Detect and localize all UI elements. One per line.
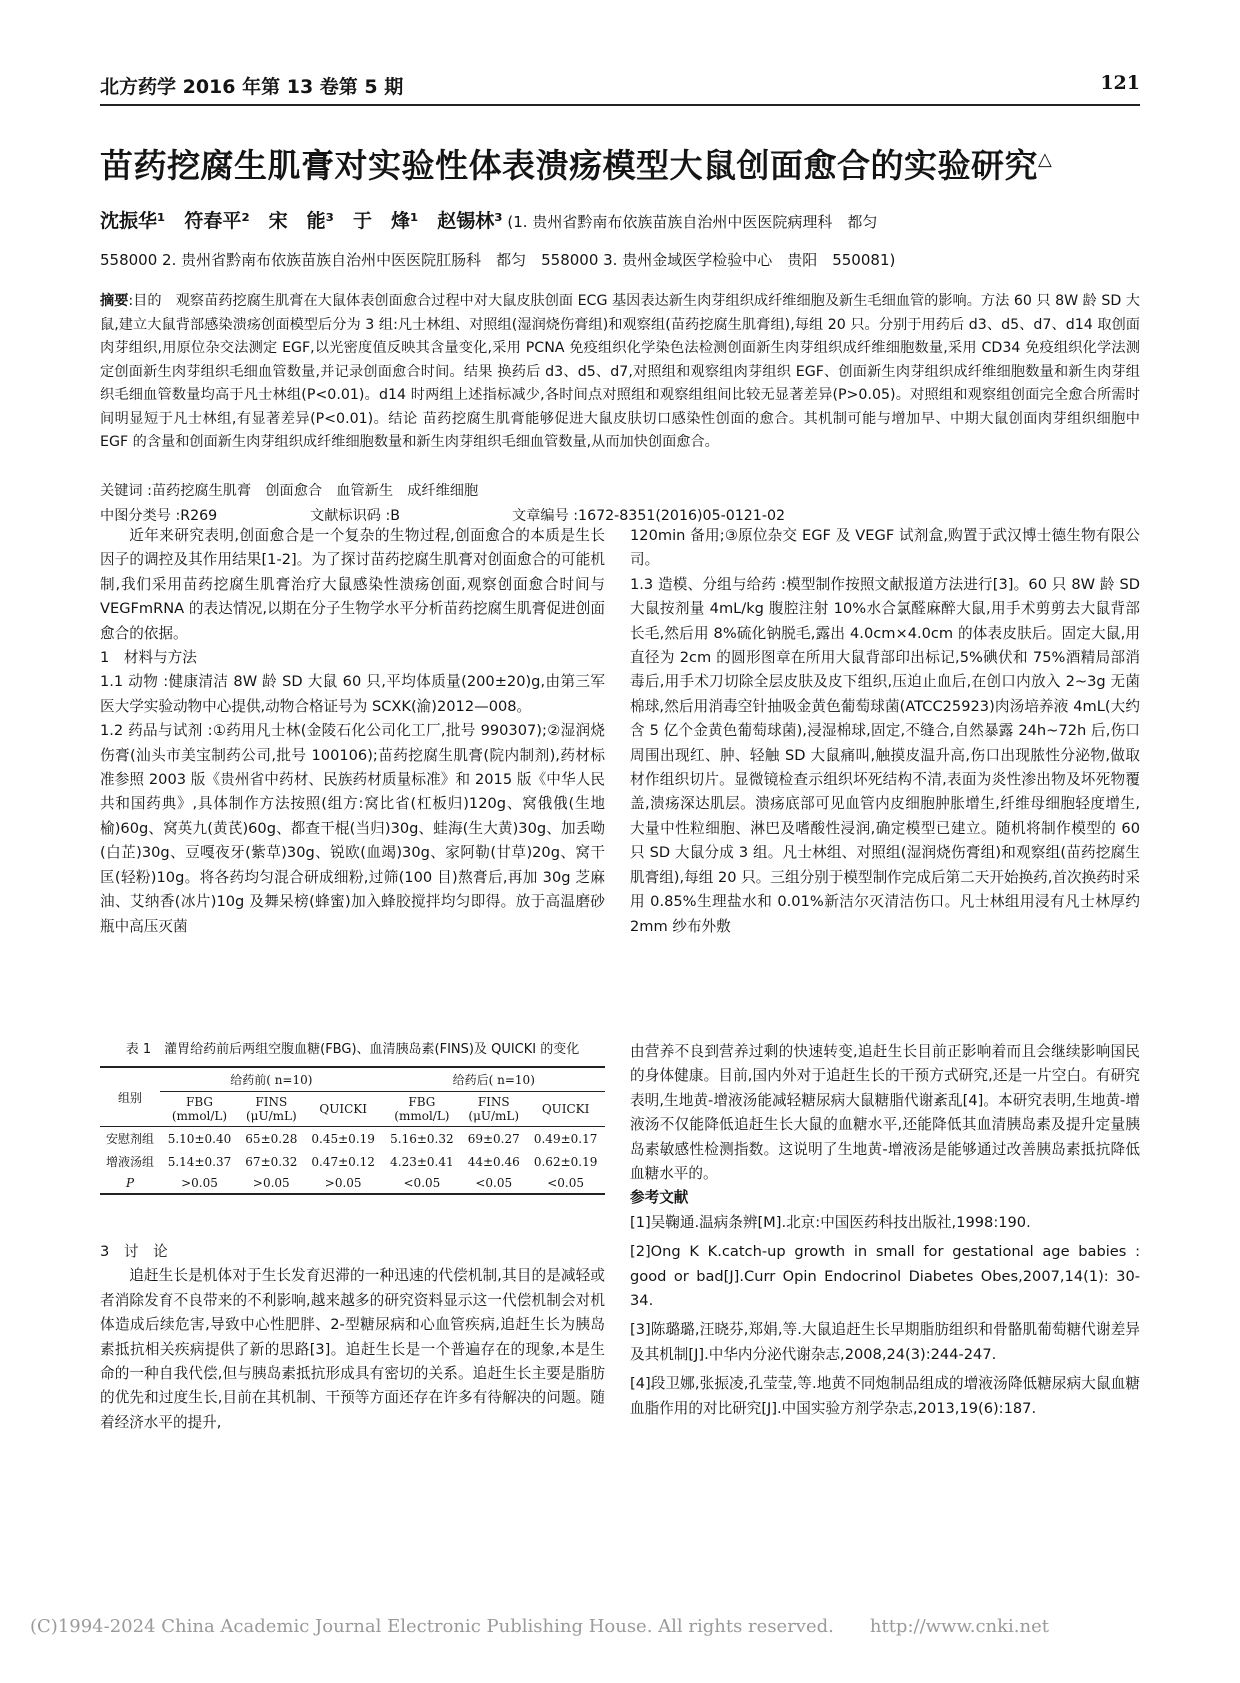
table-row: 安慰剂组 5.10±0.40 65±0.28 0.45±0.19 5.16±0.32 69±0.27 0.49±0.17	[100, 1127, 605, 1151]
abstract-label: 摘要	[100, 293, 129, 309]
col-header: FBG (mmol/L)	[171, 1095, 228, 1123]
journal-name: 北方药学 2016 年第 13 卷第 5 期	[100, 76, 404, 98]
reference-item: [2]Ong K K.catch-up growth in small for gestational age babies : good or bad[J].Curr Opin Endocrinol Diabetes Obes,2007,14(1): 30-34.	[630, 1243, 1140, 1310]
affiliation-line-1: (1. 贵州省黔南布依族苗族自治州中医医院病理科 都匀	[507, 213, 878, 231]
col-header: FBG (mmol/L)	[394, 1095, 450, 1123]
col-header: QUICKI	[541, 1102, 590, 1116]
discussion-continued: 由营养不良到营养过剩的快速转变,追赶生长目前正影响着而且会继续影响国民的身体健康。目前,国内外对于追赶生长的干预方式研究,还是一片空白。有研究表明,生地黄-增液汤能减轻糖尿病大鼠糖脂代谢紊乱[4]。本研究表明,生地黄-增液汤不仅能降低追赶生长大鼠的血糖水平,还能降低其血清胰岛素及提升定量胰岛素敏感性检测指数。这说明了生地黄-增液汤是能够通过改善胰岛素抵抗降低血糖水平的。	[630, 1043, 1140, 1183]
article-number: 文章编号 :1672-8351(2016)05-0121-02	[512, 508, 785, 524]
reference-item: [1]吴鞠通.温病条辨[M].北京:中国医药科技出版社,1998:190.	[630, 1213, 1031, 1231]
article-title: 苗药挖腐生肌膏对实验性体表溃疡模型大鼠创面愈合的实验研究△	[100, 146, 1053, 185]
title-mark: △	[1038, 149, 1053, 170]
reference-item: [4]段卫娜,张振凌,孔莹莹,等.地黄不同炮制品组成的增液汤降低糖尿病大鼠血糖血脂作用的对比研究[J].中国实验方剂学杂志,2013,19(6):187.	[630, 1375, 1140, 1417]
running-header	[100, 72, 1140, 102]
table-row: P >0.05 >0.05 >0.05 <0.05 <0.05 <0.05	[100, 1173, 605, 1194]
section-1-1: 1.1 动物 :健康清洁 8W 龄 SD 大鼠 60 只,平均体质量(200±20)g,由第三军医大学实验动物中心提供,动物合格证号为 SCXK(渝)2012—008。	[100, 673, 605, 715]
abstract-text: :目的 观察苗药挖腐生肌膏在大鼠体表创面愈合过程中对大鼠皮肤创面 ECG 基因表达新生肉芽组织成纤维细胞及新生毛细血管的影响。方法 60 只 8W 龄 SD 大鼠,建立大鼠背部感染溃疡创面模型后分为 3 组:凡士林组、对照组(湿润烧伤膏组)和观察组(苗药挖腐生肌膏组),每组 20 只。分别于用药后 d3、d5、d7、d14 取创面肉芽组织,用原位杂交法测定 EGF,以光密度值反映其含量变化,采用 PCNA 免疫组织化学染色法检测创面新生肉芽组织成纤维细胞数量,采用 CD34 免疫组织化学法测定创面新生肉芽组织毛细血管数量,并记录创面愈合时间。结果 换药后 d3、d5、d7,对照组和观察组肉芽组织 EGF、创面新生肉芽组织成纤维细胞数量和新生肉芽组织毛细血管数量均高于凡士林组(P<0.01)。d14 时两组上述指标减少,各时间点对照组和观察组组间比较无显著差异(P>0.05)。对照组和观察组创面完全愈合所需时间明显短于凡士林组,有显著差异(P<0.01)。结论 苗药挖腐生肌膏能够促进大鼠皮肤切口感染性创面的愈合。其机制可能与增加早、中期大鼠创面肉芽组织细胞中 EGF 的含量和创面新生肉芽组织成纤维细胞数量和新生肉芽组织毛细血管数量,从而加快创面愈合。	[100, 293, 1140, 450]
col-header: FINS (μU/mL)	[468, 1095, 520, 1123]
clc-number: 中图分类号 :R269	[100, 508, 218, 524]
discussion-text: 追赶生长是机体对于生长发育迟滞的一种迅速的代偿机制,其目的是减轻或者消除发育不良带来的不利影响,越来越多的研究资料显示这一代偿机制会对机体造成后续危害,导致中心性肥胖、2-型糖尿病和心血管疾病,追赶生长为胰岛素抵抗相关疾病提供了新的思路[3]。追赶生长是一个普遍存在的现象,本是生命的一种自我代偿,但与胰岛素抵抗形成具有密切的关系。追赶生长主要是脂肪的优先和过度生长,目前在其机制、干预等方面还存在许多有待解决的问题。随着经济水平的提升,	[100, 1267, 605, 1431]
section-1-2: 1.2 药品与试剂 :①药用凡士林(金陵石化公司化工厂,批号 990307);②湿润烧伤膏(汕头市美宝制药公司,批号 100106);苗药挖腐生肌膏(院内制剂),药材标准参照 2003 版《贵州省中药材、民族药材质量标准》和 2015 版《中华人民共和国药典》,具体制作方法按照(组方:窝比省(杠板归)120g、窝俄俄(生地榆)60g、窝英九(黄芪)60g、都查干棍(当归)30g、蛙海(生大黄)30g、加丢呦(白芷)30g、豆嘎夜牙(紫草)30g、锐欧(血竭)30g、家阿勒(甘草)20g、窝干匡(轻粉)10g。将各药均匀混合研成细粉,过筛(100 目)熬膏后,再加 30g 芝麻油、艾纳香(冰片)10g 及舞呆榜(蜂蜜)加入蜂胶搅拌均匀即得。放于高温磨砂瓶中高压灭菌	[100, 722, 605, 935]
before-header: 给药前( n=10)	[160, 1067, 382, 1092]
keywords: 关键词 :苗药挖腐生肌膏 创面愈合 血管新生 成纤维细胞	[100, 483, 479, 499]
copyright-footer: (C)1994-2024 China Academic Journal Electronic Publishing House. All rights reserved. http://www.cnki.net	[30, 1616, 1049, 1637]
right-column-bottom	[630, 1040, 1140, 1426]
after-header: 给药后( n=10)	[383, 1067, 605, 1092]
left-column-bottom	[100, 1240, 605, 1435]
data-table	[100, 1066, 605, 1195]
table-row: 增液汤组 5.14±0.37 67±0.32 0.47±0.12 4.23±0.41 44±0.46 0.62±0.19	[106, 1154, 598, 1169]
author-block	[100, 202, 1140, 279]
abstract	[100, 290, 1140, 455]
section-heading-1: 1 材料与方法	[100, 649, 197, 667]
table-caption: 表 1 灌胃给药前后两组空腹血糖(FBG)、血清胰岛素(FINS)及 QUICKI 的变化	[125, 1042, 580, 1057]
discussion-heading: 3 讨 论	[100, 1243, 168, 1260]
right-column-top	[630, 524, 1140, 939]
reagents-continued: 120min 备用;③原位杂交 EGF 及 VEGF 试剂盒,购置于武汉博士德生物有限公司。	[630, 527, 1140, 569]
page-number: 121	[1100, 72, 1140, 94]
intro-paragraph: 近年来研究表明,创面愈合是一个复杂的生物过程,创面愈合的本质是生长因子的调控及其作用结果[1-2]。为了探讨苗药挖腐生肌膏对创面愈合的可能机制,我们采用苗药挖腐生肌膏治疗大鼠感染性溃疡创面,观察创面愈合时间与 VEGFmRNA 的表达情况,以期在分子生物学水平分析苗药挖腐生肌膏促进创面愈合的依据。	[100, 527, 605, 642]
document-code: 文献标识码 :B	[310, 508, 400, 524]
header-rule	[100, 104, 1140, 106]
col-header: QUICKI	[319, 1102, 367, 1116]
reference-item: [3]陈璐璐,汪晓芬,郑娟,等.大鼠追赶生长早期脂肪组织和骨骼肌葡萄糖代谢差异及其机制[J].中华内分泌代谢杂志,2008,24(3):244-247.	[630, 1321, 1140, 1363]
affiliation-line-2: 558000 2. 贵州省黔南布依族苗族自治州中医医院肛肠科 都匀 558000 3. 贵州金域医学检验中心 贵阳 550081)	[100, 251, 896, 269]
author-names: 沈振华¹ 符春平² 宋 能³ 于 烽¹ 赵锡林³	[100, 210, 503, 232]
col-header: FINS (μU/mL)	[245, 1095, 297, 1123]
group-header: 组别	[100, 1067, 160, 1127]
references-heading: 参考文献	[630, 1189, 689, 1207]
section-1-3: 1.3 造模、分组与给药 :模型制作按照文献报道方法进行[3]。60 只 8W 龄 SD 大鼠按剂量 4mL/kg 腹腔注射 10%水合氯醛麻醉大鼠,用手术剪剪去大鼠背部长毛,然后用 8%硫化钠脱毛,露出 4.0cm×4.0cm 的体表皮肤后。固定大鼠,用直径为 2cm 的圆形图章在所用大鼠背部印出标记,5%碘伏和 75%酒精局部消毒后,用手术刀切除全层皮肤及皮下组织,压迫止血后,在创口内放入 2~3g 无菌棉球,然后用消毒空针抽吸金黄色葡萄球菌(ATCC25923)肉汤培养液 4mL(大约含 5 亿个金黄色葡萄球菌),浸湿棉球,固定,不缝合,自然暴露 24h~72h 后,伤口周围出现红、肿、轻触 SD 大鼠痛叫,触摸皮温升高,伤口出现脓性分泌物,做取材作组织切片。显微镜检查示组织坏死结构不清,表面为炎性渗出物及坏死物覆盖,溃疡深达肌层。溃疡底部可见血管内皮细胞肿胀增生,纤维母细胞轻度增生,大量中性粒细胞、淋巴及嗜酸性浸润,确定模型已建立。随机将制作模型的 60 只 SD 大鼠分成 3 组。凡士林组、对照组(湿润烧伤膏组)和观察组(苗药挖腐生肌膏组),每组 20 只。三组分别于模型制作完成后第二天开始换药,首次换药时采用 0.85%生理盐水和 0.01%新洁尔灭清洁伤口。凡士林组用浸有凡士林厚约 2mm 纱布外敷	[630, 575, 1140, 935]
left-column-top	[100, 524, 605, 939]
table-1	[100, 1040, 605, 1195]
reference-list	[630, 1211, 1140, 1421]
